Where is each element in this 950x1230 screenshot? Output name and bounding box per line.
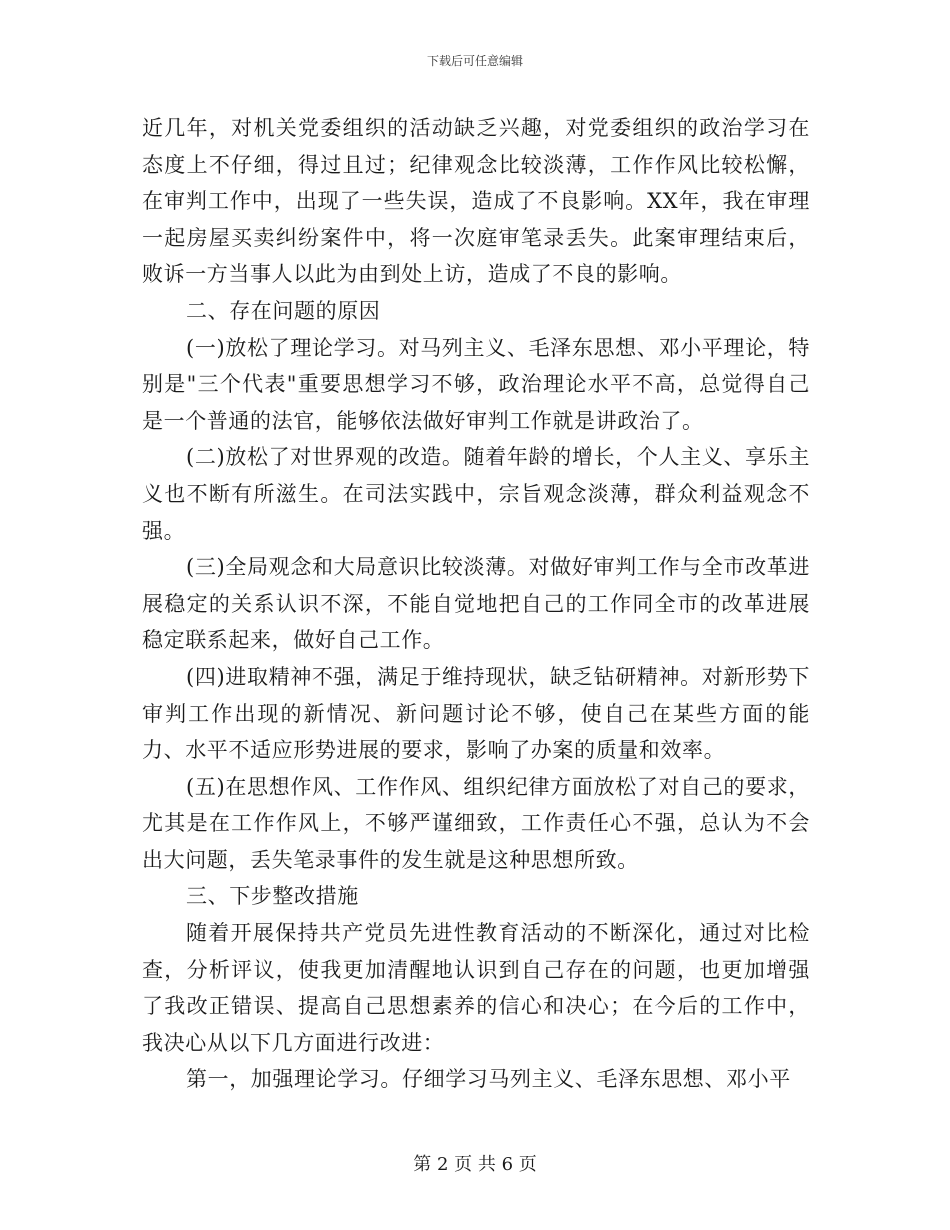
section-heading: 二、存在问题的原因 <box>186 298 381 323</box>
paragraph: 第一，加强理论学习。仔细学习马列主义、毛泽东思想、邓小平 <box>186 1067 791 1092</box>
page-number: 第 2 页 共 6 页 <box>413 1154 537 1175</box>
page-header: 下载后可任意编辑 <box>426 54 523 68</box>
paragraph: (四)进取精神不强，满足于维持现状，缺乏钻研精神。对新形势下审判工作出现的新情况、新问题讨论不够，使自己在某些方面的能力、水平不适应形势进展的要求，影响了办案的质量和效率。 <box>142 664 810 763</box>
section-heading: 三、下步整改措施 <box>186 884 359 909</box>
paragraph: 随着开展保持共产党员先进性教育活动的不断深化，通过对比检查，分析评议，使我更加清醒地认识到自己存在的问题，也更加增强了我改正错误、提高自己思想素养的信心和决心；在今后的工作中，我决心从以下几方面进行改进： <box>142 921 810 1055</box>
paragraph: (三)全局观念和大局意识比较淡薄。对做好审判工作与全市改革进展稳定的关系认识不深，不能自觉地把自己的工作同全市的改革进展稳定联系起来，做好自己工作。 <box>142 555 810 653</box>
paragraph: 近几年，对机关党委组织的活动缺乏兴趣，对党委组织的政治学习在态度上不仔细，得过且过；纪律观念比较淡薄，工作作风比较松懈，在审判工作中，出现了一些失误，造成了不良影响。XX年，我在审理一起房屋买卖纠纷案件中，将一次庭审笔录丢失。此案审理结束后，败诉一方当事人以此为由到处上访，造成了不良的影响。 <box>142 116 810 287</box>
document-body <box>142 110 810 1098</box>
paragraph: (五)在思想作风、工作作风、组织纪律方面放松了对自己的要求，尤其是在工作作风上，不够严谨细致，工作责任心不强，总认为不会出大问题，丢失笔录事件的发生就是这种思想所致。 <box>142 774 810 872</box>
paragraph: (一)放松了理论学习。对马列主义、毛泽东思想、邓小平理论，特别是"三个代表"重要思想学习不够，政治理论水平不高，总觉得自己是一个普通的法官，能够依法做好审判工作就是讲政治了。 <box>142 335 810 433</box>
paragraph: (二)放松了对世界观的改造。随着年龄的增长，个人主义、享乐主义也不断有所滋生。在司法实践中，宗旨观念淡薄，群众利益观念不强。 <box>142 445 810 543</box>
